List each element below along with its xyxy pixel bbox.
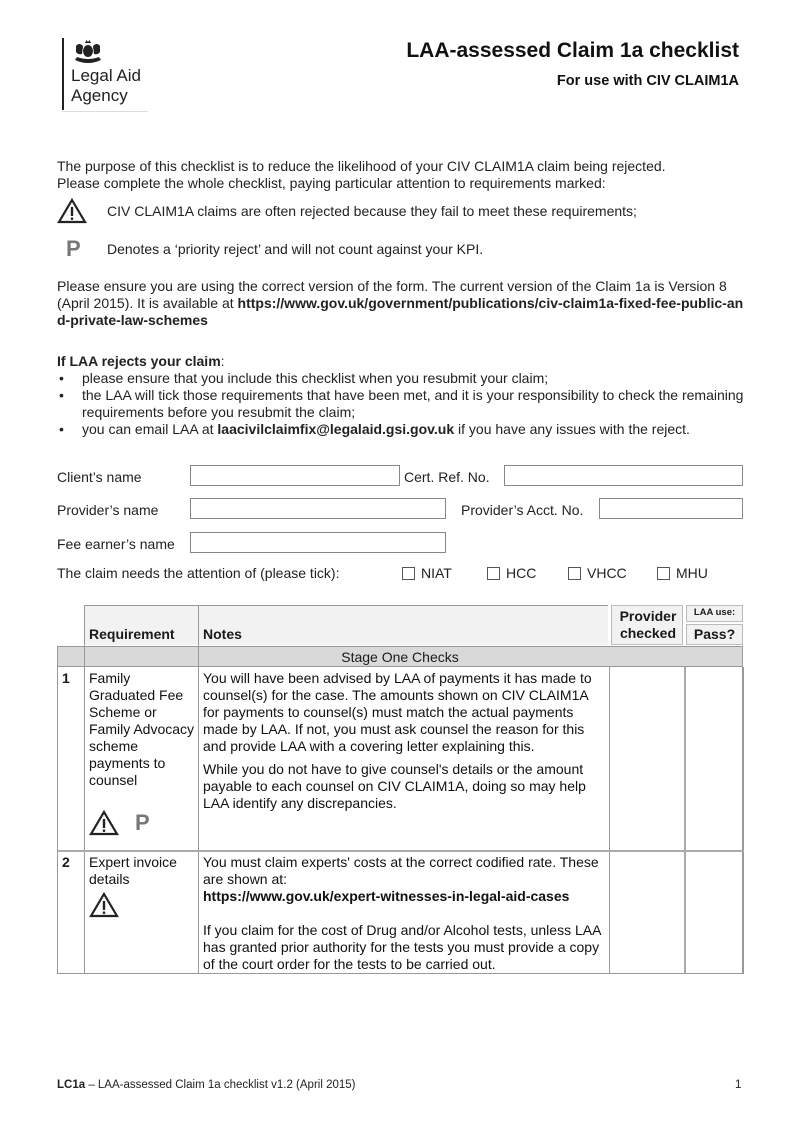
footer-doc-ref <box>57 1079 356 1091</box>
row-1-notes-p2: While you do not have to give counsel's details or the amount payable to each counsel on CIV CLAIM1A, doing so may help LAA identify any discrepancies. <box>203 761 586 811</box>
legend-warning-text: CIV CLAIM1A claims are often rejected because they fail to meet these requirements; <box>107 203 637 219</box>
row-1-number: 1 <box>62 670 70 686</box>
col-header-laa-use: LAA use: <box>693 607 736 618</box>
checkbox-mhu[interactable]: MHU <box>657 565 708 581</box>
rejects-bullet-1: • please ensure that you include this checklist when you resubmit your claim; <box>57 370 747 387</box>
warning-triangle-icon <box>89 810 119 836</box>
row-2-pass-cell[interactable] <box>686 852 742 973</box>
cert-ref-label: Cert. Ref. No. <box>404 469 490 485</box>
legend-priority-text: Denotes a ‘priority reject’ and will not count against your KPI. <box>107 241 484 257</box>
warning-triangle-icon <box>89 892 119 918</box>
attention-label: The claim needs the attention of (please tick): <box>57 565 340 581</box>
page-title: LAA-assessed Claim 1a checklist <box>406 39 739 62</box>
rejects-heading: If LAA rejects your claim <box>57 353 221 369</box>
col-header-pass: Pass? <box>693 626 736 642</box>
row-1-notes <box>203 670 607 812</box>
col-header-requirement: Requirement <box>89 626 175 642</box>
checkbox-hcc[interactable]: HCC <box>487 565 536 581</box>
priority-p-icon: P <box>66 236 81 261</box>
row-2-requirement: Expert invoice details <box>89 854 177 887</box>
section-stage-one: Stage One Checks <box>57 646 743 667</box>
logo-line-2: Agency <box>71 86 128 105</box>
email-link[interactable]: laacivilclaimfix@legalaid.gsi.gov.uk <box>217 421 455 437</box>
logo-line-1: Legal Aid <box>71 66 141 85</box>
rejects-section: If LAA rejects your claim: • please ensure that you include this checklist when you resubmit your claim; • the LAA will tick those requirements that have been met, and it is your responsibility to check the remaining requirements before you resubmit the claim; • you can email LAA at laacivilclaimfix@legalaid.gsi.gov.uk if you have any issues with the reject. <box>57 353 747 438</box>
row-2-notes-link[interactable]: https://www.gov.uk/expert-witnesses-in-legal-aid-cases <box>203 888 570 904</box>
row-1-requirement: Family Graduated Fee Scheme or Family Advocacy scheme payments to counsel <box>89 670 195 788</box>
row-2-notes <box>203 854 607 973</box>
row-1-notes-p1: You will have been advised by LAA of payments it has made to counsel(s) for the case. The amounts shown on CIV CLAIM1A for payments to counsel(s) must match the actual payments made by LAA. If not, you must ask counsel the reason for this and provide LAA with a covering letter explaining this. <box>203 670 592 754</box>
rejects-bullet-3: • you can email LAA at laacivilclaimfix@legalaid.gsi.gov.uk if you have any issues with the reject. <box>57 421 747 438</box>
row-1-icons <box>89 810 150 836</box>
col-header-provider-checked: Provider checked <box>619 608 677 641</box>
provider-name-label: Provider’s name <box>57 502 159 518</box>
intro-line-1: The purpose of this checklist is to reduce the likelihood of your CIV CLAIM1A claim being rejected. <box>57 158 666 174</box>
page-number: 1 <box>735 1079 742 1091</box>
version-note-text: Please ensure you are using the correct version of the form. The current version of the Claim 1a is Version 8 (April 2015). It is available at <box>57 278 727 311</box>
fee-earner-label: Fee earner’s name <box>57 536 175 552</box>
row-2-icons <box>89 892 119 923</box>
footer-code: LC1a <box>57 1079 86 1091</box>
row-2-provider-checked-cell[interactable] <box>610 852 684 973</box>
row-2-notes-p2: If you claim for the cost of Drug and/or Alcohol tests, unless LAA has granted prior authority for the tests you must provide a copy of the court order for the tests to be carried out. <box>203 922 601 972</box>
checkbox-niat[interactable]: NIAT <box>402 565 452 581</box>
row-1-pass-cell[interactable] <box>686 667 742 850</box>
provider-acct-label: Provider’s Acct. No. <box>461 502 584 518</box>
client-name-label: Client’s name <box>57 469 142 485</box>
footer-text: – LAA-assessed Claim 1a checklist v1.2 (April 2015) <box>85 1079 356 1091</box>
row-2-notes-p1: You must claim experts' costs at the correct codified rate. These are shown at: <box>203 854 599 887</box>
col-header-notes: Notes <box>203 626 242 642</box>
form-download-link[interactable]: https://www.gov.uk/government/publications/civ-claim1a-fixed-fee-public-and-private-law-schemes <box>57 295 744 328</box>
rejects-bullet-2: • the LAA will tick those requirements that have been met, and it is your responsibility to check the remaining requirements before you resubmit the claim; <box>57 387 747 421</box>
priority-p-icon: P <box>135 810 150 835</box>
intro-line-2: Please complete the whole checklist, paying particular attention to requirements marked: <box>57 175 606 191</box>
row-2-number: 2 <box>62 854 70 870</box>
checkbox-vhcc[interactable]: VHCC <box>568 565 627 581</box>
row-1-provider-checked-cell[interactable] <box>610 667 684 850</box>
page-subtitle: For use with CIV CLAIM1A <box>556 73 739 89</box>
